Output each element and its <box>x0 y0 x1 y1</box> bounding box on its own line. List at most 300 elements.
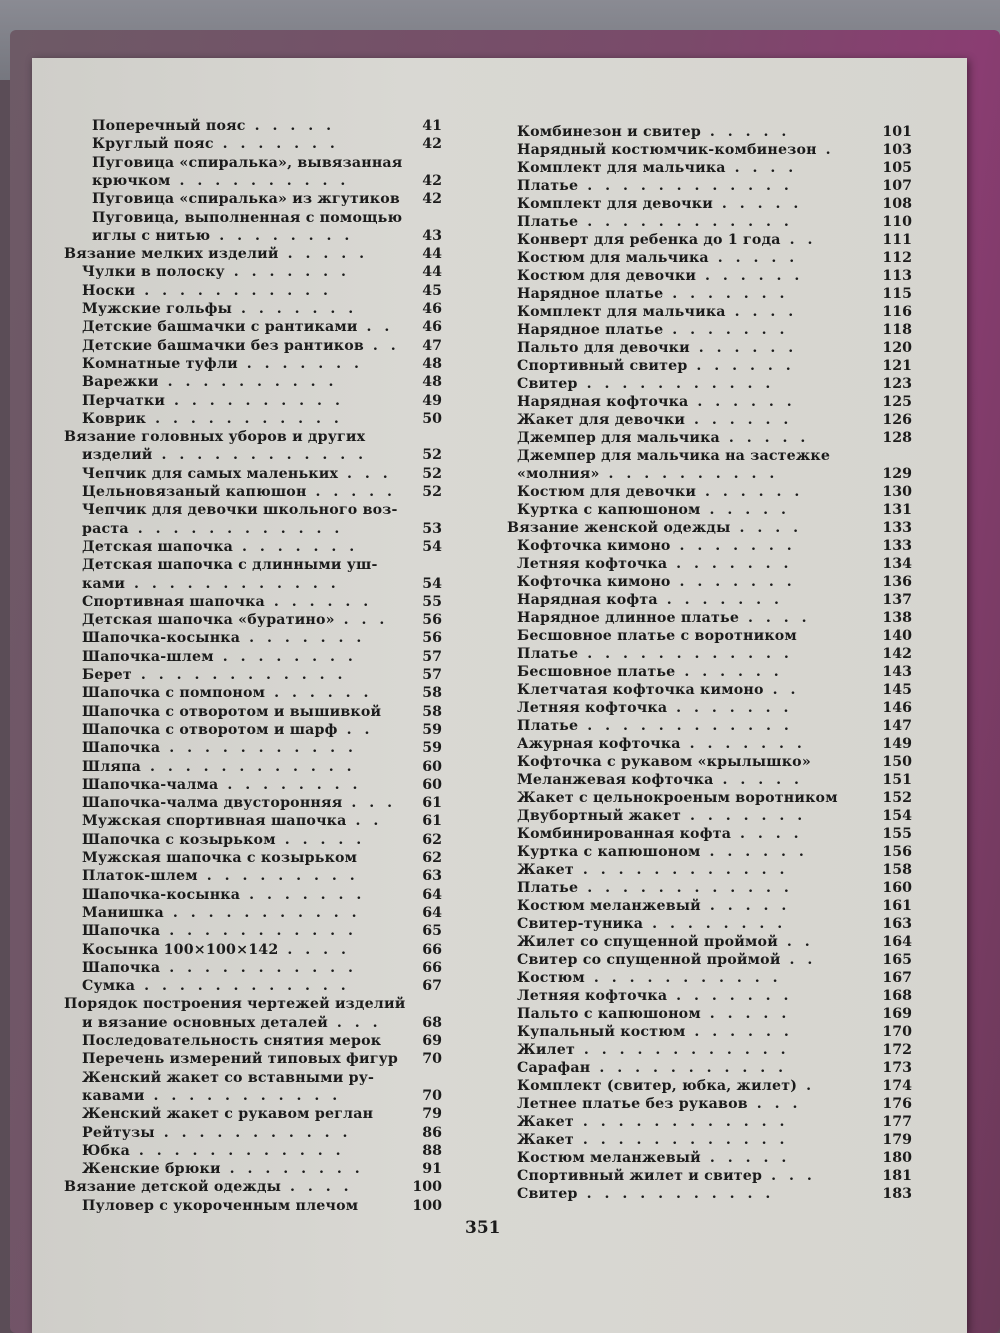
toc-entry-title: Чулки в полоску <box>82 264 225 281</box>
toc-entry-title: Перечень измерений типовых фигур <box>82 1051 399 1068</box>
toc-page-number: 86 <box>422 1124 442 1141</box>
toc-leader-dots: . . . . . . <box>265 685 373 702</box>
toc-entry <box>517 826 803 843</box>
toc-leader-dots: . . . . . . . <box>670 574 796 590</box>
toc-leader-dots: . . . . . <box>700 1150 791 1166</box>
toc-entry <box>82 264 350 281</box>
toc-page-number: 181 <box>882 1168 912 1184</box>
toc-page-number: 48 <box>422 374 442 391</box>
toc-entry-title: Мужские гольфы <box>82 301 233 317</box>
toc-leader-dots: . . . . . . <box>264 593 373 610</box>
toc-entry-title: Пуговица, выполненная с помощью <box>92 209 403 226</box>
toc-entry <box>517 718 793 735</box>
toc-entry <box>82 868 359 885</box>
toc-entry-title: Платье <box>517 178 579 194</box>
toc-entry <box>82 557 378 574</box>
toc-page-number: 53 <box>422 520 442 537</box>
toc-page-number: 41 <box>422 118 442 134</box>
toc-entry-title: Купальный костюм <box>517 1024 686 1040</box>
toc-entry <box>517 214 793 231</box>
toc-page-number: 52 <box>422 465 442 482</box>
toc-entry-title: Жакет с цельнокроеным воротником <box>517 790 838 806</box>
toc-leader-dots: . . . . . . . . . . . <box>577 1186 775 1202</box>
toc-entry-title: Юбка <box>82 1142 130 1159</box>
toc-entry <box>517 1132 788 1149</box>
toc-entry <box>517 988 792 1005</box>
toc-page-number: 64 <box>422 904 442 921</box>
toc-entry <box>517 682 799 699</box>
toc-entry-title: Перчатки <box>82 392 166 409</box>
toc-page-number: 149 <box>882 736 912 752</box>
toc-entry-title: Шапочка <box>82 959 161 976</box>
toc-entry <box>82 374 337 391</box>
toc-entry <box>92 136 339 153</box>
toc-entry-title: Пуговица «спиралька» из жгутиков <box>92 191 400 208</box>
toc-entry-title: Жакет <box>517 1132 574 1148</box>
toc-entry-title: Джемпер для мальчика на застежке <box>517 448 831 464</box>
toc-leader-dots: . . . . . . . . . . . . <box>578 880 793 896</box>
toc-entry <box>82 905 361 922</box>
toc-entry <box>82 484 396 501</box>
toc-entry-title: Женские брюки <box>82 1161 221 1178</box>
toc-leader-dots: . . <box>763 682 800 698</box>
toc-page-number: 59 <box>422 740 442 757</box>
toc-entry-title: Вязание головных уборов и других <box>64 429 366 446</box>
toc-page-number: 70 <box>422 1087 442 1104</box>
toc-leader-dots: . . . . . <box>712 196 803 212</box>
toc-leader-dots: . . . . . . . . . . . . <box>574 1042 790 1058</box>
toc-entry-title: Чепчик для самых маленьких <box>82 465 339 482</box>
toc-leader-dots: . . . . . . . . . . . <box>160 740 357 757</box>
toc-page-number: 59 <box>422 721 442 738</box>
toc-leader-dots: . . . <box>747 1096 802 1112</box>
toc-entry-title: Жакет для девочки <box>517 412 686 428</box>
toc-leader-dots: . . . . . . . . <box>213 648 357 665</box>
toc-page-number: 163 <box>882 916 912 932</box>
toc-entry <box>82 338 400 355</box>
toc-entry <box>82 722 373 739</box>
toc-page-number: 57 <box>422 648 442 665</box>
toc-entry <box>92 155 402 172</box>
toc-entry-title: Нарядная кофточка <box>517 394 689 410</box>
toc-entry <box>82 1143 345 1160</box>
toc-entry-title: Пальто с капюшоном <box>517 1006 701 1022</box>
toc-entry-title: Нарядное платье <box>517 322 664 338</box>
toc-entry-title: Жилет <box>517 1042 575 1058</box>
toc-entry <box>517 1042 790 1059</box>
toc-leader-dots: . . . . . . . <box>232 301 358 317</box>
toc-leader-dots: . . . . . . <box>696 268 804 284</box>
toc-entry <box>517 628 797 645</box>
toc-leader-dots: . . . . . . . . . . <box>599 466 779 482</box>
toc-entry-title: Жакет <box>517 862 574 878</box>
toc-leader-dots: . . . . . . . <box>233 538 359 555</box>
toc-leader-dots: . . . . . . . <box>240 630 366 647</box>
toc-page-number: 52 <box>422 484 442 500</box>
toc-entry-title: Комбинированная кофта <box>517 826 732 842</box>
toc-page-number: 42 <box>422 191 442 208</box>
toc-page-number: 66 <box>422 941 442 958</box>
toc-page-number: 62 <box>422 831 442 848</box>
toc-entry <box>82 850 357 867</box>
toc-entry-title: Вязание женской одежды <box>507 520 731 536</box>
toc-entry-title: Ажурная кофточка <box>517 736 681 752</box>
toc-entry <box>82 667 346 684</box>
toc-entry <box>82 1198 358 1215</box>
toc-entry <box>517 142 835 159</box>
toc-entry-title: Шапочка-косынка <box>82 886 241 903</box>
toc-leader-dots: . . . . . <box>700 502 790 518</box>
toc-entry <box>517 700 792 717</box>
toc-entry-title: Костюм для мальчика <box>517 250 709 266</box>
toc-entry <box>82 1070 374 1087</box>
toc-leader-dots: . . . . <box>739 610 811 626</box>
toc-page-number: 70 <box>422 1051 442 1068</box>
toc-leader-dots: . . . . <box>725 160 798 176</box>
toc-page-number: 43 <box>422 227 442 244</box>
toc-entry <box>82 502 398 519</box>
toc-entry-title: Мужская шапочка с козырьком <box>82 850 358 866</box>
toc-entry <box>517 268 803 285</box>
toc-page-number: 66 <box>422 959 442 976</box>
toc-page-number: 44 <box>422 246 442 263</box>
toc-entry-title: Вязание мелких изделий <box>64 246 279 263</box>
toc-entry-title: Спортивная шапочка <box>82 593 265 610</box>
toc-page-number: 164 <box>882 934 912 950</box>
toc-entry-title: Нарядная кофта <box>517 592 658 608</box>
toc-page-number: 69 <box>422 1033 442 1049</box>
toc-leader-dots: . . . . . . . . . . . . <box>129 1142 345 1159</box>
toc-leader-dots: . . . . . . . . . . . <box>590 1060 788 1076</box>
toc-entry-title: Шапочка-чалма двусторонняя <box>82 795 343 812</box>
toc-page-number: 146 <box>882 700 912 716</box>
toc-entry-title: Комплект для мальчика <box>517 160 726 176</box>
toc-entry-title: Комплект для мальчика <box>517 304 726 320</box>
toc-entry <box>517 754 811 771</box>
toc-page-number: 52 <box>422 447 442 464</box>
toc-page-number: 64 <box>422 886 442 903</box>
toc-page-number: 142 <box>882 646 912 662</box>
toc-entry <box>64 246 368 263</box>
toc-page-number: 126 <box>882 412 912 428</box>
toc-entry-title: Летнее платье без рукавов <box>517 1096 748 1112</box>
toc-page-number: 123 <box>882 376 912 392</box>
toc-leader-dots: . . . . . . . . . . . . <box>152 447 368 464</box>
toc-entry <box>82 1125 351 1142</box>
toc-entry <box>517 466 778 483</box>
toc-page-number: 121 <box>882 358 912 374</box>
toc-page-number: 183 <box>882 1186 912 1202</box>
toc-leader-dots: . . . . . . . . . . . . <box>578 718 793 734</box>
toc-entry-title: Нарядный костюмчик-комбинезон <box>517 142 817 158</box>
toc-entry <box>82 960 357 977</box>
toc-leader-dots: . . . . . . . <box>667 988 793 1004</box>
toc-page-number: 172 <box>882 1042 912 1058</box>
toc-entry <box>82 630 365 647</box>
toc-entry <box>92 173 349 190</box>
toc-leader-dots: . . . . . . . . . . . . <box>125 575 340 592</box>
toc-entry-title: Клетчатая кофточка кимоно <box>517 682 764 698</box>
toc-page-number: 91 <box>422 1161 442 1178</box>
toc-entry-title: Женский жакет с рукавом реглан <box>82 1106 374 1123</box>
toc-entry <box>82 319 393 336</box>
toc-entry <box>517 394 796 411</box>
toc-entry <box>517 1006 790 1023</box>
toc-entry <box>517 430 809 447</box>
toc-leader-dots: . . . . . <box>306 484 396 500</box>
toc-page-number: 46 <box>422 319 442 336</box>
toc-page-number: 60 <box>422 776 442 793</box>
toc-page-number: 46 <box>422 301 442 317</box>
toc-leader-dots: . . . . . . . . . . . <box>154 1124 352 1141</box>
toc-leader-dots: . . . . . . <box>688 394 796 410</box>
toc-entry-title: Круглый пояс <box>92 136 214 153</box>
toc-page-number: 42 <box>422 172 442 189</box>
toc-entry <box>517 484 803 501</box>
toc-page-number: 134 <box>882 556 912 572</box>
toc-leader-dots: . . . . . . . . . . <box>165 392 344 409</box>
toc-leader-dots: . . . . . . . <box>663 286 789 302</box>
toc-page-number: 115 <box>882 286 912 302</box>
toc-page-number: 58 <box>422 685 442 702</box>
toc-entry-title: кавами <box>82 1087 145 1104</box>
toc-leader-dots: . . . . . . <box>700 844 808 860</box>
toc-page-number: 54 <box>422 575 442 592</box>
toc-leader-dots: . . . <box>762 1168 816 1184</box>
toc-entry <box>517 358 795 375</box>
toc-page-number: 61 <box>422 813 442 830</box>
toc-page-number: 155 <box>882 826 912 842</box>
toc-page-number: 151 <box>882 772 912 788</box>
toc-leader-dots: . . . . . . . . . . . <box>160 959 357 976</box>
toc-entry-title: Спортивный свитер <box>517 358 688 374</box>
toc-entry <box>82 649 357 666</box>
toc-leader-dots: . . . . . . . . <box>220 1161 364 1178</box>
toc-entry <box>82 576 340 593</box>
toc-entry <box>517 862 788 879</box>
toc-entry-title: Порядок построения чертежей изделий <box>64 996 406 1013</box>
toc-entry <box>517 178 793 195</box>
toc-page-number: 160 <box>882 880 912 896</box>
toc-page-number: 105 <box>882 160 912 176</box>
toc-entry-title: Пальто для девочки <box>517 340 690 356</box>
toc-page-number: 88 <box>422 1142 442 1159</box>
toc-page-number: 161 <box>882 898 912 914</box>
toc-leader-dots: . . . . . . . . . . . <box>163 904 361 921</box>
toc-page-number: 45 <box>422 282 442 299</box>
toc-page-number: 113 <box>882 268 912 284</box>
toc-page-number: 128 <box>882 430 912 446</box>
toc-entry-title: Куртка с капюшоном <box>517 844 701 860</box>
toc-entry <box>82 447 367 464</box>
toc-leader-dots: . . . . . . . <box>240 886 366 903</box>
toc-entry-title: Комнатные туфли <box>82 355 238 372</box>
toc-page-number: 170 <box>882 1024 912 1040</box>
toc-entry <box>517 934 814 951</box>
toc-entry-title: Летняя кофточка <box>517 988 668 1004</box>
toc-entry <box>82 1106 373 1123</box>
toc-entry <box>517 610 811 627</box>
page-number: 351 <box>465 1218 501 1238</box>
toc-page-number: 133 <box>882 520 912 536</box>
toc-page-number: 62 <box>422 850 442 866</box>
toc-entry <box>92 191 400 208</box>
toc-entry-title: и вязание основных деталей <box>82 1014 328 1031</box>
toc-leader-dots: . . . <box>342 795 397 812</box>
toc-entry <box>517 538 796 555</box>
toc-entry-title: Женский жакет со вставными ру- <box>82 1069 375 1086</box>
toc-page-number: 174 <box>882 1078 912 1094</box>
toc-entry-title: Кофточка с рукавом «крылышко» <box>517 754 811 770</box>
toc-entry <box>517 808 806 825</box>
toc-page-number: 61 <box>422 795 442 812</box>
toc-leader-dots: . . . . . . . . . . . <box>584 970 782 986</box>
toc-page-number: 136 <box>882 574 912 590</box>
toc-entry <box>82 777 361 794</box>
toc-entry-title: Шапочка-косынка <box>82 630 241 647</box>
toc-leader-dots: . . . . . . . . . <box>197 868 359 885</box>
toc-entry-title: Бесшовное платье с воротником <box>517 628 797 644</box>
toc-entry <box>507 520 802 537</box>
toc-entry-title: Шапочка <box>82 740 161 757</box>
toc-leader-dots: . . . . . . . . . . . . <box>135 978 350 995</box>
toc-entry-title: Шапочка с козырьком <box>82 831 276 848</box>
toc-entry <box>82 887 365 904</box>
toc-leader-dots: . . <box>363 337 400 354</box>
toc-entry-title: Берет <box>82 667 132 683</box>
toc-leader-dots: . . . . . . . <box>213 136 339 153</box>
toc-page-number: 116 <box>882 304 912 320</box>
toc-page-number: 47 <box>422 337 442 354</box>
toc-entry <box>517 1078 815 1095</box>
toc-leader-dots: . . . . . . <box>685 1024 793 1040</box>
toc-entry <box>517 196 802 213</box>
toc-leader-dots: . . <box>780 232 817 248</box>
toc-entry-title: Платок-шлем <box>82 868 198 885</box>
toc-entry-title: Комбинезон и свитер <box>517 124 701 140</box>
toc-leader-dots: . . . . <box>731 826 803 842</box>
toc-entry <box>517 916 786 933</box>
toc-page-number: 111 <box>882 232 912 248</box>
toc-entry <box>517 574 796 591</box>
toc-leader-dots: . . . . . . . <box>681 808 807 824</box>
toc-entry <box>517 124 790 141</box>
toc-page-number: 107 <box>882 178 912 194</box>
toc-entry-title: Манишка <box>82 904 164 921</box>
toc-entry <box>517 1024 793 1041</box>
toc-entry <box>82 685 372 702</box>
toc-entry-title: Косынка 100×100×142 <box>82 941 279 958</box>
toc-page-number: 150 <box>882 754 912 770</box>
toc-entry-title: Свитер со спущенной проймой <box>517 952 781 968</box>
toc-entry <box>82 301 357 318</box>
toc-entry <box>517 304 797 321</box>
toc-leader-dots: . . . . . . . <box>680 736 806 752</box>
toc-leader-dots: . . . . <box>725 304 798 320</box>
toc-page-number: 125 <box>882 394 912 410</box>
toc-page-number: 63 <box>422 868 442 885</box>
toc-entry-title: Детские башмачки без рантиков <box>82 337 364 354</box>
toc-entry-title: Детская шапочка с длинными уш- <box>82 557 378 574</box>
toc-entry-title: Комплект для девочки <box>517 196 713 212</box>
toc-entry <box>92 228 353 245</box>
toc-page-number: 112 <box>882 250 912 266</box>
toc-page-number: 50 <box>422 410 442 427</box>
toc-entry-title: Платье <box>517 646 579 662</box>
toc-leader-dots: . . . . . . . <box>670 538 796 554</box>
toc-entry-title: Нарядное платье <box>517 286 664 302</box>
toc-page-number: 158 <box>882 862 912 878</box>
toc-leader-dots: . . <box>337 721 374 738</box>
toc-leader-dots: . . . . . . . . . . . . <box>578 178 793 194</box>
toc-leader-dots: . . . . . <box>278 246 369 263</box>
toc-leader-dots: . . . . . <box>700 1006 791 1022</box>
toc-page-number: 138 <box>882 610 912 626</box>
toc-entry-title: Нарядное длинное платье <box>517 610 740 626</box>
toc-entry-title: Чепчик для девочки школьного воз- <box>82 502 398 519</box>
toc-leader-dots: . . . . . <box>700 898 791 914</box>
toc-entry <box>517 646 793 663</box>
toc-entry-title: Шапочка с помпоном <box>82 685 266 702</box>
toc-entry-title: изделий <box>82 447 153 464</box>
toc-leader-dots: . . . . . . . . . . . . <box>128 520 344 537</box>
toc-entry-title: Свитер <box>517 376 578 392</box>
toc-entry-title: Шляпа <box>82 758 142 775</box>
toc-page-number: 55 <box>422 593 442 610</box>
toc-entry <box>82 1033 381 1050</box>
toc-entry <box>82 521 343 538</box>
toc-leader-dots: . . . . <box>730 520 803 536</box>
toc-leader-dots: . . <box>777 934 814 950</box>
toc-page-number: 100 <box>412 1179 442 1196</box>
toc-leader-dots: . . . . . . . <box>667 700 793 716</box>
toc-entry-title: крючком <box>92 172 171 189</box>
toc-entry-title: Конверт для ребенка до 1 года <box>517 232 781 248</box>
toc-entry-title: Рейтузы <box>82 1124 155 1141</box>
toc-leader-dots: . . . . . . <box>685 412 793 428</box>
toc-entry <box>82 466 392 483</box>
toc-page-number: 168 <box>882 988 912 1004</box>
toc-leader-dots: . . . <box>338 465 392 482</box>
toc-page-number: 60 <box>422 758 442 775</box>
toc-entry <box>517 844 808 861</box>
toc-entry <box>64 429 365 446</box>
toc-leader-dots: . . . . . . . <box>224 264 350 281</box>
toc-entry-title: Варежки <box>82 374 159 391</box>
toc-entry-title: раста <box>82 520 129 537</box>
toc-entry <box>82 759 356 776</box>
toc-entry-title: Вязание детской одежды <box>64 1179 282 1196</box>
toc-entry-title: Пуговица «спиралька», вывязанная <box>92 154 403 171</box>
toc-leader-dots: . . . . . . . . . . . . <box>131 667 347 683</box>
toc-entry <box>517 1096 801 1113</box>
toc-entry-title: Цельновязаный капюшон <box>82 484 307 500</box>
toc-entry <box>517 880 793 897</box>
toc-entry <box>517 250 798 267</box>
toc-entry <box>82 612 388 629</box>
toc-page-number: 143 <box>882 664 912 680</box>
toc-leader-dots: . . . . . . . . . . <box>158 374 338 391</box>
toc-page-number: 103 <box>882 142 912 158</box>
toc-leader-dots: . . . . . . . <box>667 556 793 572</box>
toc-entry <box>517 772 803 789</box>
toc-page-number: 140 <box>882 628 912 644</box>
toc-entry <box>82 411 343 428</box>
toc-entry-title: Комплект (свитер, юбка, жилет) <box>517 1078 798 1094</box>
toc-entry <box>82 393 344 410</box>
toc-page-number: 65 <box>422 923 442 940</box>
toc-entry <box>82 704 381 721</box>
